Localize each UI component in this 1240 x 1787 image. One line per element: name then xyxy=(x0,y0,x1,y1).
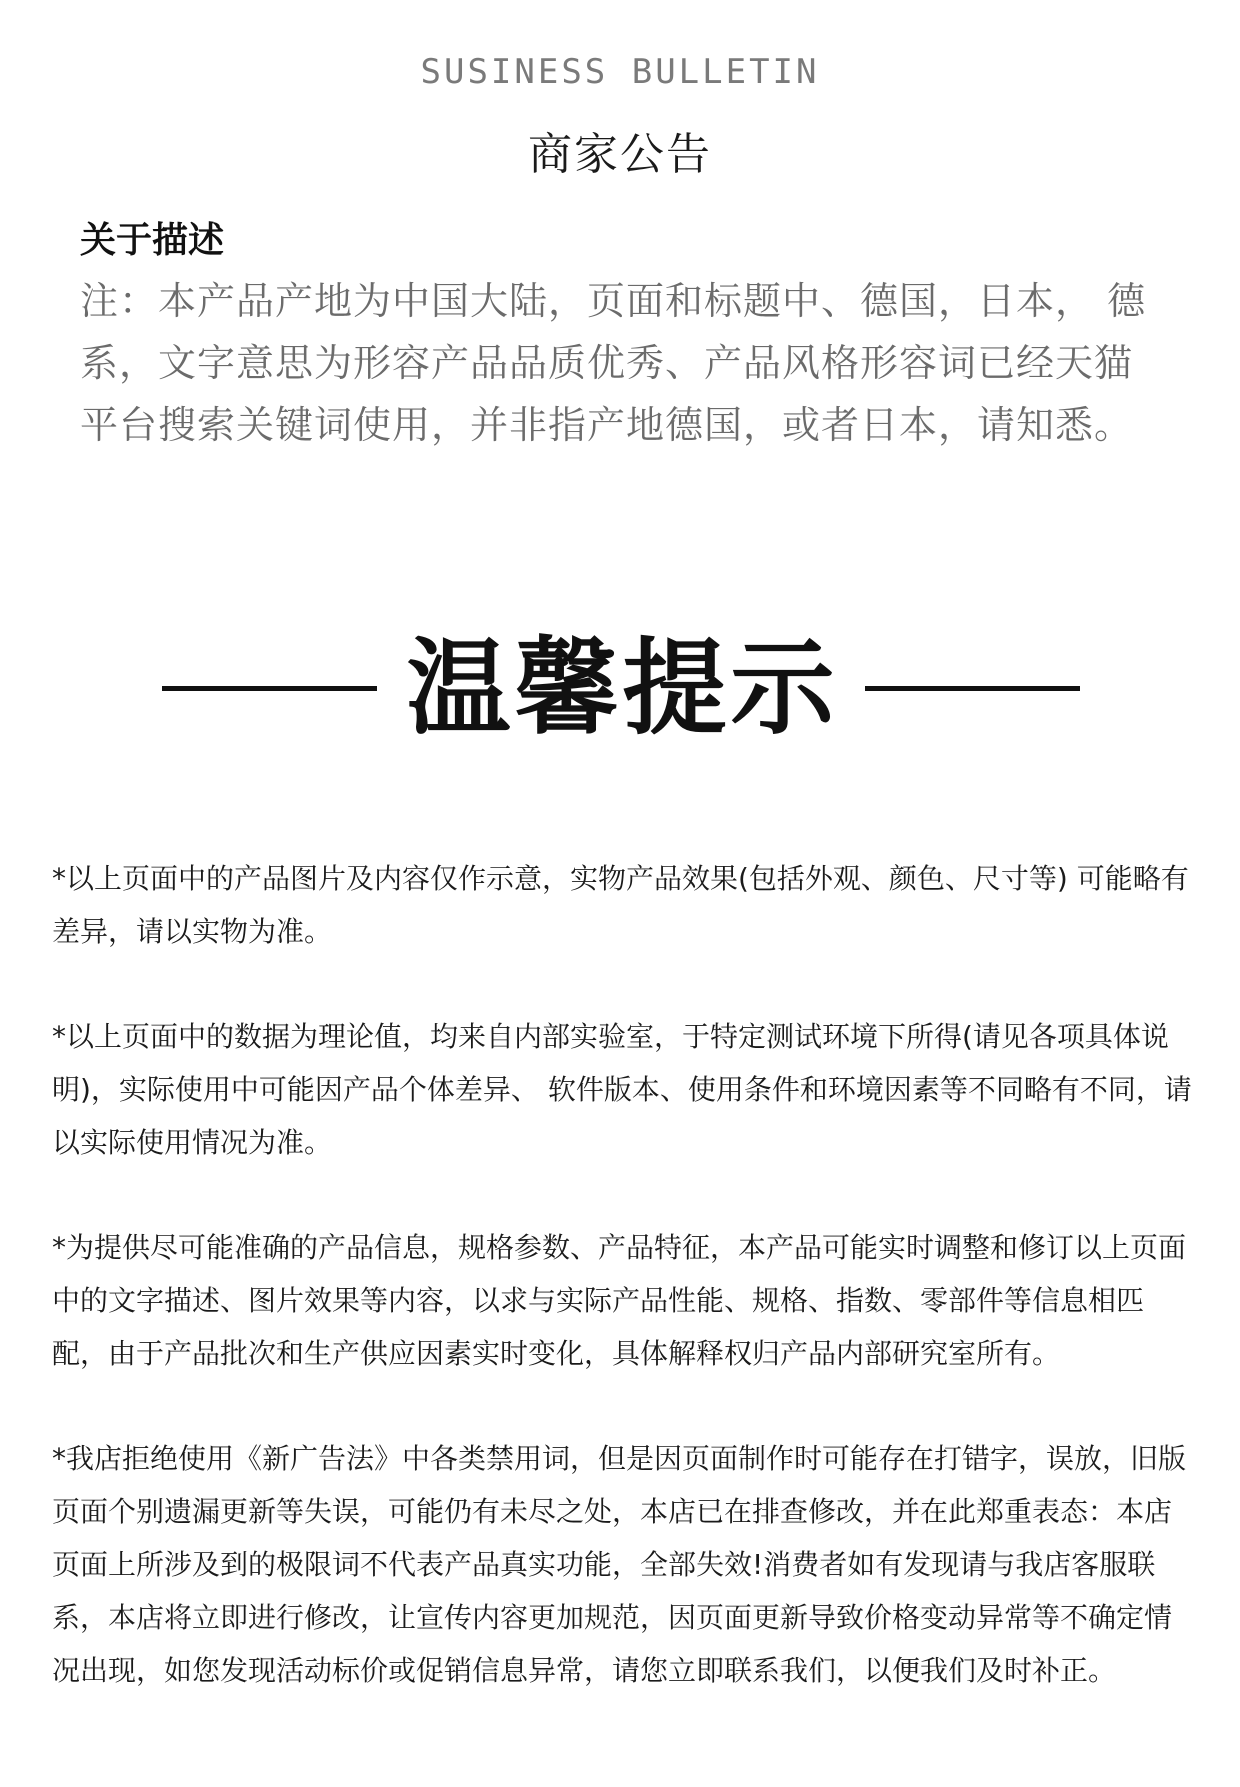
tips-title-row xyxy=(0,618,1240,758)
bulletin-title-chinese: 商家公告 xyxy=(528,129,712,180)
note-item: *为提供尽可能准确的产品信息，规格参数、产品特征，本产品可能实时调整和修订以上页面中的文字描述、图片效果等内容，以求与实际产品性能、规格、指数、零部件等信息相匹配，由于产品批次和生产供应因素实时变化，具体解释权归产品内部研究室所有。 xyxy=(52,1231,1187,1370)
title-rule-left xyxy=(162,686,377,691)
description-body: 注：本产品产地为中国大陆，页面和标题中、德国，日本， 德系，文字意思为形容产品品质优秀、产品风格形容词已经天猫平台搜索关键词使用，并非指产地德国，或者日本，请知悉。 xyxy=(80,279,1147,447)
tips-title: 温馨提示 xyxy=(406,627,839,749)
description-heading: 关于描述 xyxy=(80,220,225,261)
note-item: *以上页面中的产品图片及内容仅作示意，实物产品效果(包括外观、颜色、尺寸等) 可能略有差异，请以实物为准。 xyxy=(52,862,1189,948)
note-item: *我店拒绝使用《新广告法》中各类禁用词，但是因页面制作时可能存在打错字，误放，旧版页面个别遗漏更新等失误，可能仍有未尽之处，本店已在排查修改，并在此郑重表态：本店页面上所涉及到的极限词不代表产品真实功能，全部失效!消费者如有发现请与我店客服联系，本店将立即进行修改，让宣传内容更加规范，因页面更新导致价格变动异常等不确定情况出现，如您发现活动标价或促销信息异常，请您立即联系我们，以便我们及时补正。 xyxy=(52,1442,1187,1687)
bulletin-title-english: SUSINESS BULLETIN xyxy=(420,52,820,92)
note-item: *以上页面中的数据为理论值，均来自内部实验室，于特定测试环境下所得(请见各项具体说明)，实际使用中可能因产品个体差异、 软件版本、使用条件和环境因素等不同略有不同，请以实际使用情况为准。 xyxy=(52,1020,1192,1159)
title-rule-right xyxy=(865,686,1080,691)
notes-list xyxy=(52,852,1192,1749)
